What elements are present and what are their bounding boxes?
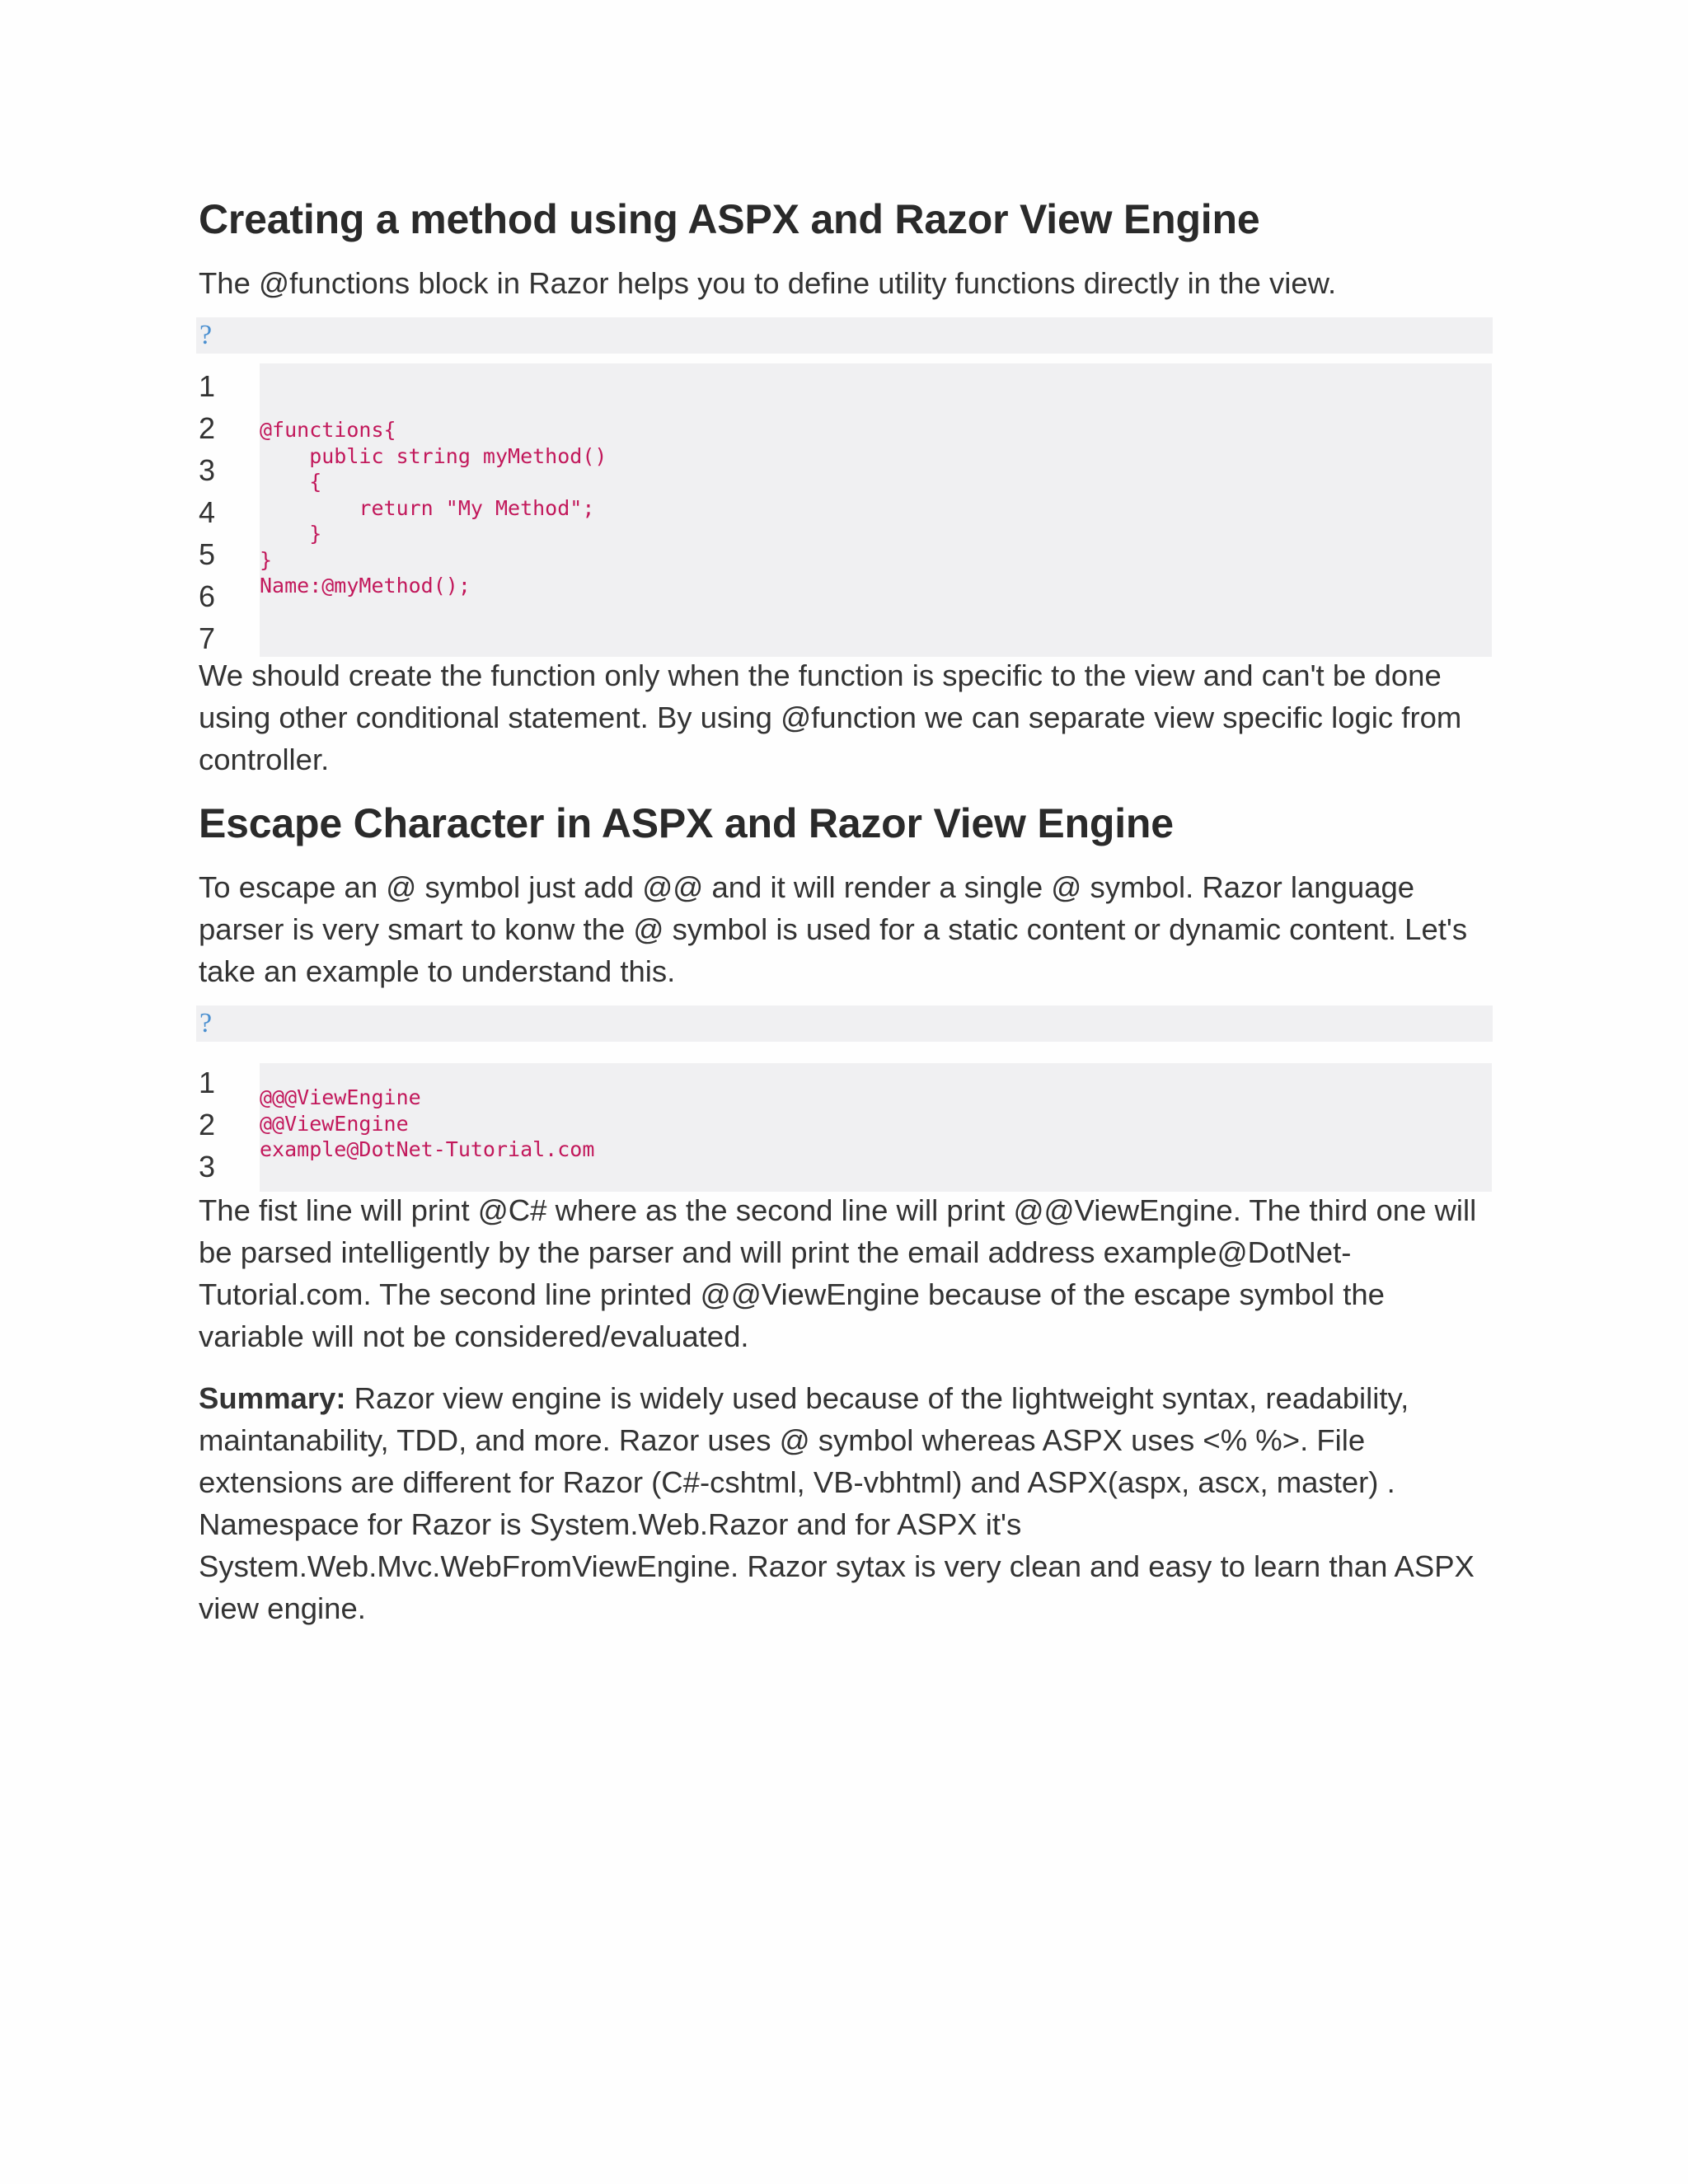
code-listing — [260, 1085, 594, 1163]
code-line: @functions{ — [260, 418, 396, 442]
line-number: 2 — [199, 1108, 216, 1141]
line-number-gutter — [199, 365, 248, 659]
code-toggle-bar[interactable] — [196, 1005, 1493, 1042]
line-number: 6 — [199, 579, 216, 613]
code-line: public string myMethod() — [260, 443, 607, 468]
line-number: 3 — [199, 1150, 216, 1183]
code-line: { — [260, 470, 322, 494]
code-toggle-link[interactable]: ? — [199, 320, 213, 350]
line-number: 1 — [199, 1066, 216, 1099]
code-line: @@ViewEngine — [260, 1111, 409, 1136]
code-line: return "My Method"; — [260, 495, 595, 520]
summary-paragraph — [199, 1377, 1493, 1629]
line-number: 7 — [199, 621, 216, 655]
line-number: 3 — [199, 453, 216, 487]
summary-label: Summary: — [199, 1381, 346, 1415]
section-paragraph-methods: We should create the function only when the function is specific to the view and can't be done using other conditional statement. By using @function we can separate view specific logic from controller. — [199, 658, 1462, 776]
line-number: 1 — [199, 369, 216, 403]
code-line: Name:@myMethod(); — [260, 574, 471, 598]
line-number: 5 — [199, 537, 216, 571]
code-line: } — [260, 522, 322, 546]
code-block-escape — [199, 1063, 1493, 1192]
line-number: 2 — [199, 411, 216, 445]
section-intro-methods: The @functions block in Razor helps you to define utility functions directly in the view. — [199, 266, 1337, 300]
code-listing — [260, 417, 607, 599]
line-number-gutter — [199, 1062, 248, 1188]
section-intro-escape: To escape an @ symbol just add @@ and it will render a single @ symbol. Razor language parser is very smart to konw the @ symbol is used for a static content or dynamic content. Let's take an example to understand this. — [199, 870, 1468, 988]
code-toggle-bar[interactable] — [196, 317, 1493, 354]
section-heading-escape: Escape Character in ASPX and Razor View Engine — [199, 800, 1174, 846]
summary-text: Razor view engine is widely used because of the lightweight syntax, readability, maintanability, TDD, and more. Razor uses @ symbol whereas ASPX uses <% %>. File extensions are different for Razor (C#-cshtml, VB-vbhtml) and ASPX(aspx, ascx, master) . Namespace for Razor is System.Web.Razor and for ASPX it's System.Web.Mvc.WebFromViewEngine. Razor sytax is very clean and easy to learn than ASPX view engine. — [199, 1381, 1475, 1625]
article-content — [199, 194, 1493, 1629]
code-line: example@DotNet-Tutorial.com — [260, 1137, 595, 1161]
code-line: @@@ViewEngine — [260, 1085, 421, 1109]
line-number: 4 — [199, 495, 216, 529]
section-heading-methods: Creating a method using ASPX and Razor View Engine — [199, 196, 1260, 242]
code-block-functions — [199, 363, 1493, 657]
code-toggle-link[interactable]: ? — [199, 1008, 213, 1038]
section-paragraph-escape: The fist line will print @C# where as the second line will print @@ViewEngine. The third one will be parsed intelligently by the parser and will print the email address example@DotNet-Tutorial.com. The second line printed @@ViewEngine because of the escape symbol the variable will not be considered/evaluated. — [199, 1193, 1477, 1353]
code-line: } — [260, 547, 273, 572]
